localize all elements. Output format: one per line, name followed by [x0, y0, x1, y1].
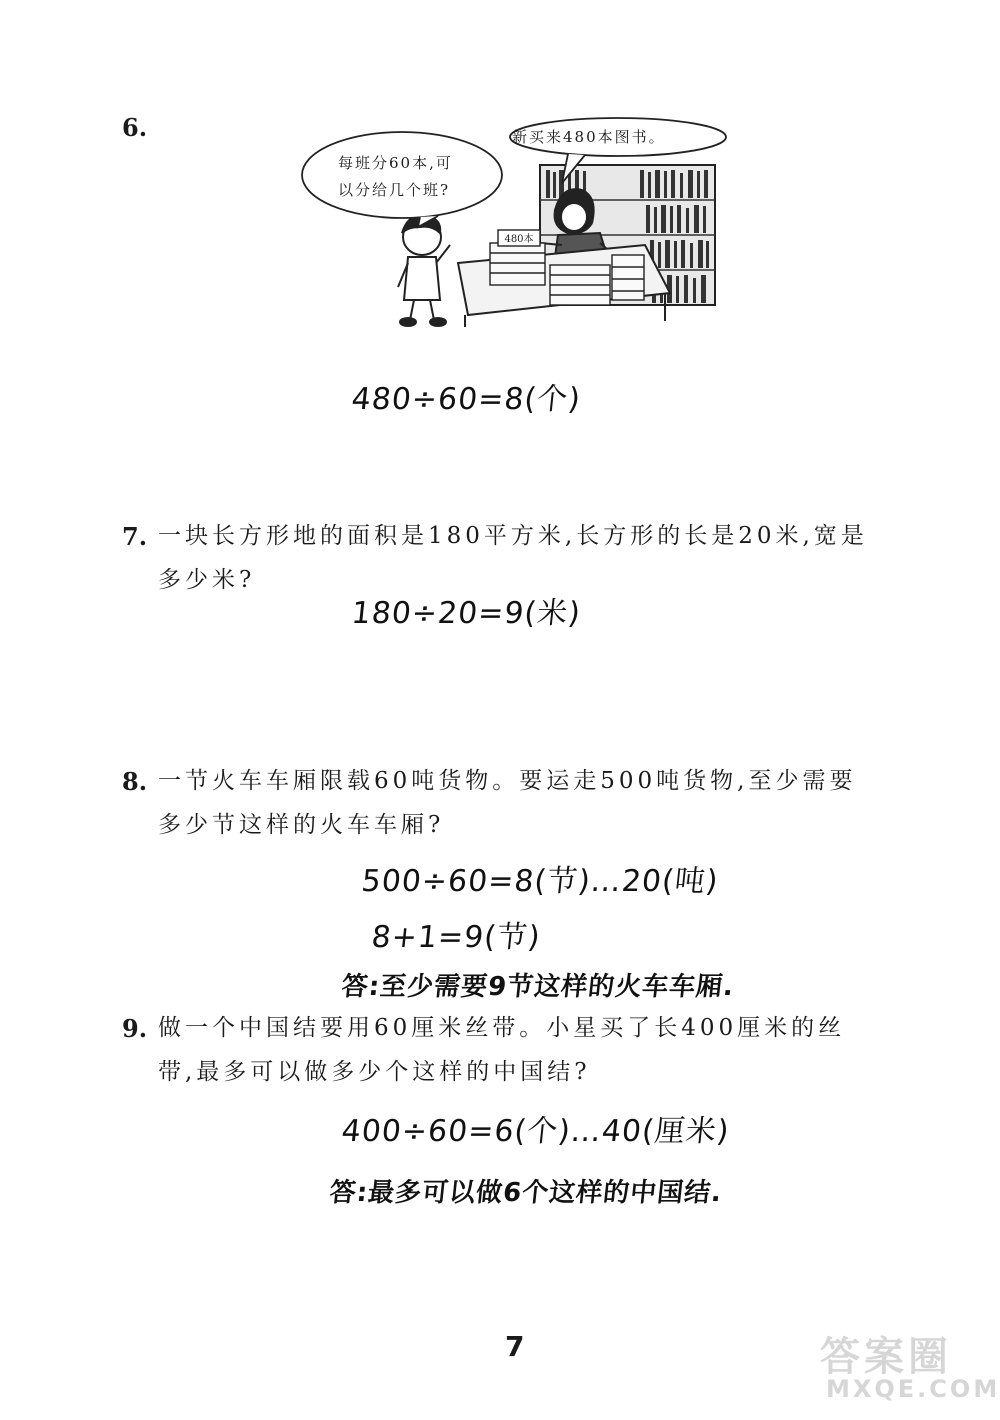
question-8-number: 8. — [122, 767, 148, 796]
question-9-answer-1: 400÷60=6(个)…40(厘米) — [339, 1114, 732, 1149]
box-label: 480本 — [504, 234, 534, 245]
question-8-text-line1: 一节火车车厢限载60吨货物。要运走500吨货物,至少需要 — [158, 768, 857, 794]
question-6-number: 6. — [122, 113, 148, 142]
question-6-answer: 480÷60=8(个) — [349, 382, 583, 417]
question-9-text-line2: 带,最多可以做多少个这样的中国结? — [158, 1059, 591, 1085]
question-9-text-line1: 做一个中国结要用60厘米丝带。小星买了长400厘米的丝 — [158, 1015, 846, 1041]
question-7-text-line1: 一块长方形地的面积是180平方米,长方形的长是20米,宽是 — [158, 523, 868, 549]
question-7-number: 7. — [122, 522, 148, 551]
question-7-answer: 180÷20=9(米) — [349, 596, 583, 631]
question-7-text-line2: 多少米? — [158, 567, 256, 593]
bubble-girl-text: 新买来480本图书。 — [512, 128, 666, 146]
question-9-number: 9. — [122, 1014, 148, 1043]
watermark-logo: 答案圈 — [820, 1334, 952, 1380]
page-number: 7 — [505, 1330, 525, 1363]
bubble-boy-text-line1: 每班分60本,可 — [338, 154, 453, 172]
boy-student — [398, 215, 450, 326]
question-8-answer-1: 500÷60=8(节)…20(吨) — [359, 864, 721, 899]
question-8-text-line2: 多少节这样的火车车厢? — [158, 812, 445, 838]
question-9-answer-2: 答:最多可以做6个这样的中国结. — [328, 1178, 724, 1208]
question-8-answer-3: 答:至少需要9节这样的火车车厢. — [340, 972, 736, 1002]
bubble-boy-text-line2: 以分给几个班? — [338, 181, 451, 199]
question-8-answer-2: 8+1=9(节) — [369, 920, 543, 955]
watermark-url: MXQE.COM — [826, 1375, 1000, 1403]
